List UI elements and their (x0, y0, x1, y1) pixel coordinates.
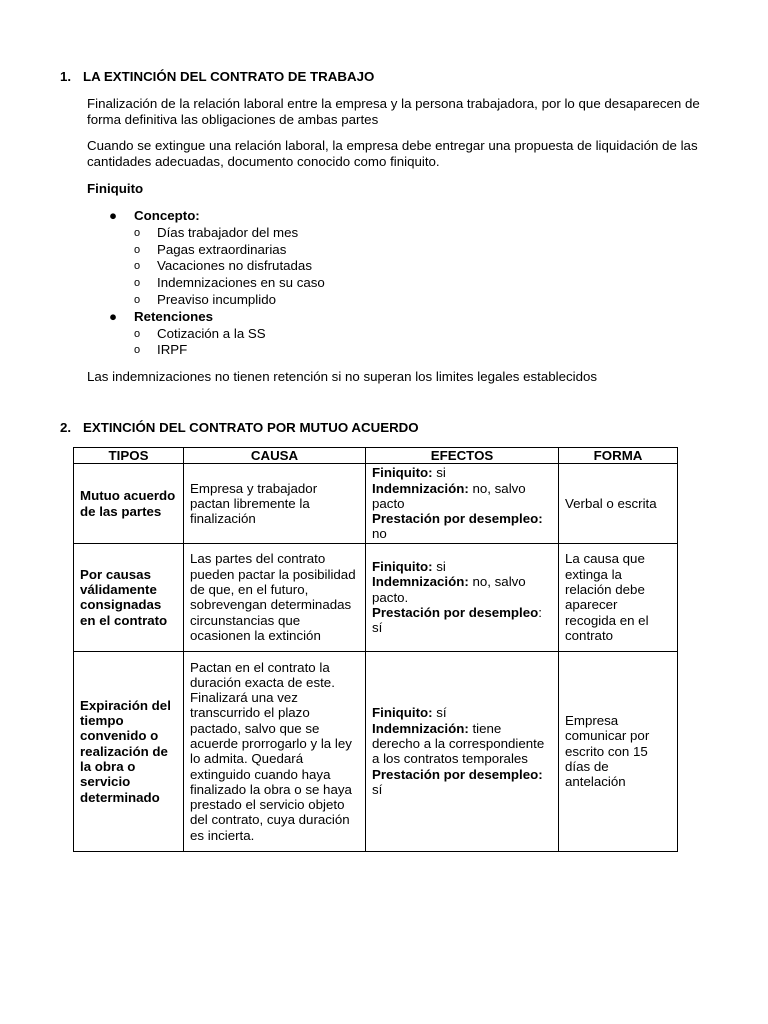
list-item-text: Pagas extraordinarias (157, 241, 287, 257)
tipo-cell: Expiración del tiempo convenido o realización de la obra o servicio determinado (74, 651, 184, 851)
section-1-heading (60, 69, 374, 84)
prestacion-value: sí (372, 781, 383, 797)
table-row (74, 464, 678, 543)
forma-cell: La causa que extinga la relación debe aparecer recogida en el contrato (559, 543, 678, 651)
circle-bullet-icon: o (134, 226, 141, 239)
prestacion-value: : sí (372, 604, 542, 636)
table-header-row (74, 448, 678, 464)
circle-bullet-icon: o (134, 243, 141, 256)
list-item (134, 292, 687, 309)
finiquito-label: Finiquito: (372, 559, 433, 575)
indemnizacion-label: Indemnización: (372, 574, 469, 590)
circle-bullet-icon: o (134, 327, 141, 340)
header-forma: FORMA (559, 448, 678, 464)
finiquito-value: si (432, 559, 446, 575)
list-item-text: Vacaciones no disfrutadas (157, 258, 312, 274)
header-causa: CAUSA (184, 448, 366, 464)
header-efectos: EFECTOS (366, 448, 559, 464)
forma-cell: Empresa comunicar por escrito con 15 días de antelación (559, 651, 678, 851)
list-item (134, 326, 687, 343)
retenciones-sublist (134, 326, 687, 360)
circle-bullet-icon: o (134, 344, 141, 357)
table-row (74, 543, 678, 651)
list-item (134, 242, 687, 259)
causa-cell: Empresa y trabajador pactan libremente la finalización (184, 464, 366, 543)
bullet-icon: ● (109, 308, 118, 324)
indemnizacion-value: no, salvo pacto (372, 480, 526, 511)
section-1-title: LA EXTINCIÓN DEL CONTRATO DE TRABAJO (83, 69, 375, 84)
list-item (134, 258, 687, 275)
list-item (134, 225, 687, 242)
efectos-cell (366, 543, 559, 651)
finiquito-list (87, 208, 687, 359)
list-item-text: Indemnizaciones en su caso (157, 275, 325, 291)
section-2-heading (60, 420, 419, 435)
finiquito-label: Finiquito: (372, 705, 433, 721)
section-2-number: 2. (60, 420, 72, 435)
indemnizaciones-note: Las indemnizaciones no tienen retención si no superan los limites legales establecidos (87, 369, 598, 384)
forma-cell: Verbal o escrita (559, 464, 678, 543)
indemnizacion-value: tiene derecho a la correspondiente a los contratos temporales (372, 720, 545, 767)
concepto-item (87, 208, 687, 309)
section-1-paragraph-1: Finalización de la relación laboral entre la empresa y la persona trabajadora, por lo que desaparecen de forma definitiva las obligaciones de ambas partes (87, 96, 700, 127)
circle-bullet-icon: o (134, 260, 141, 273)
retenciones-item (87, 309, 687, 359)
efectos-cell (366, 464, 559, 543)
finiquito-value: si (432, 465, 446, 481)
bullet-icon: ● (109, 208, 118, 223)
list-item-text: Preaviso incumplido (157, 291, 276, 307)
finiquito-subheading: Finiquito (87, 181, 144, 196)
prestacion-label: Prestación por desempleo (372, 604, 539, 620)
section-1-paragraph-2: Cuando se extingue una relación laboral, la empresa debe entregar una propuesta de liquidación de las cantidades adecuadas, documento conocido como finiquito. (87, 138, 698, 169)
list-item-text: Cotización a la SS (157, 325, 266, 341)
section-1-number: 1. (60, 69, 72, 84)
indemnizacion-label: Indemnización: (372, 720, 469, 736)
tipo-cell: Por causas válidamente consignadas en el contrato (74, 543, 184, 651)
table-row (74, 651, 678, 851)
list-item (134, 275, 687, 292)
list-item-text: Días trabajador del mes (157, 224, 299, 240)
retenciones-label: Retenciones (134, 308, 214, 324)
efectos-cell (366, 651, 559, 851)
concepto-sublist (134, 225, 687, 309)
finiquito-label: Finiquito: (372, 465, 433, 481)
header-tipos: TIPOS (74, 448, 184, 464)
prestacion-value: no (372, 526, 387, 542)
circle-bullet-icon: o (134, 293, 141, 306)
circle-bullet-icon: o (134, 277, 141, 290)
indemnizacion-label: Indemnización: (372, 480, 469, 496)
causa-cell: Pactan en el contrato la duración exacta de este. Finalizará una vez transcurrido el plazo pactado, salvo que se acuerde prorrogarlo y la ley lo admita. Quedará extinguido cuando haya finalizado la obra o se haya prestado el servicio objeto del contrato, cuya duración es incierta. (184, 651, 366, 851)
tipo-cell: Mutuo acuerdo de las partes (74, 464, 184, 543)
finiquito-value: sí (432, 705, 447, 721)
causa-cell: Las partes del contrato pueden pactar la posibilidad de que, en el futuro, sobrevengan determinadas circunstancias que ocasionen la extinción (184, 543, 366, 651)
prestacion-label: Prestación por desempleo: (372, 511, 543, 527)
section-2-title: EXTINCIÓN DEL CONTRATO POR MUTUO ACUERDO (83, 420, 419, 435)
list-item-text: IRPF (157, 342, 188, 358)
extincion-table (73, 447, 678, 852)
concepto-label: Concepto: (134, 208, 200, 223)
indemnizacion-value: no, salvo pacto. (372, 574, 526, 605)
prestacion-label: Prestación por desempleo: (372, 766, 543, 782)
list-item (134, 342, 687, 359)
